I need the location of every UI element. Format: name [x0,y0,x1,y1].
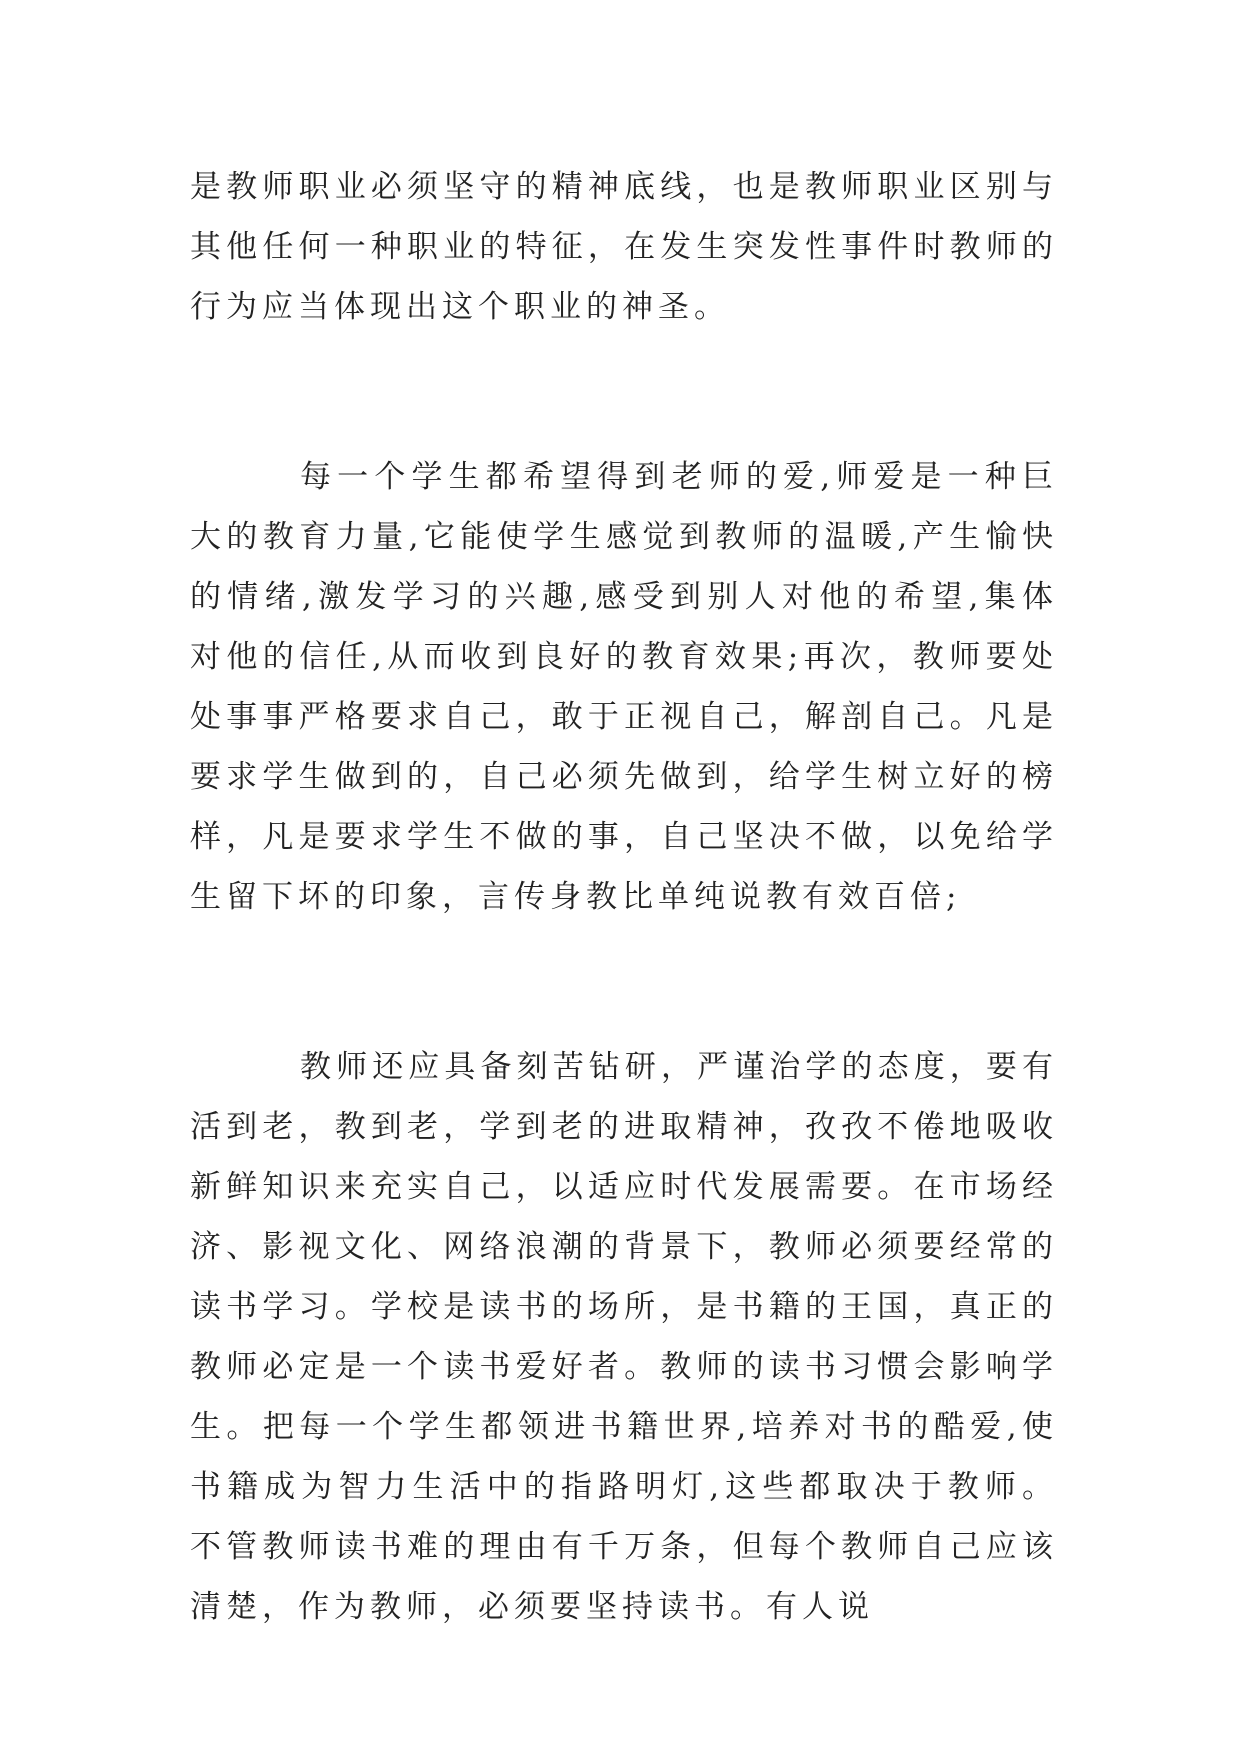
paragraph-continuation: 是教师职业必须坚守的精神底线，也是教师职业区别与其他任何一种职业的特征，在发生突发性事件时教师的行为应当体现出这个职业的神圣。 [190,169,1058,325]
paragraph-teacher-love: 每一个学生都希望得到老师的爱,师爱是一种巨大的教育力量,它能使学生感觉到教师的温暖,产生愉快的情绪,激发学习的兴趣,感受到别人对他的希望,集体对他的信任,从而收到良好的教育效果;再次，教师要处处事事严格要求自己，敢于正视自己，解剖自己。凡是要求学生做到的，自己必须先做到，给学生树立好的榜样，凡是要求学生不做的事，自己坚决不做，以免给学生留下坏的印象，言传身教比单纯说教有效百倍; [190,459,1058,915]
paragraph-teacher-study: 教师还应具备刻苦钻研，严谨治学的态度，要有活到老，教到老，学到老的进取精神，孜孜不倦地吸收新鲜知识来充实自己，以适应时代发展需要。在市场经济、影视文化、网络浪潮的背景下，教师必须要经常的读书学习。学校是读书的场所，是书籍的王国，真正的教师必定是一个读书爱好者。教师的读书习惯会影响学生。把每一个学生都领进书籍世界,培养对书的酷爱,使书籍成为智力生活中的指路明灯,这些都取决于教师。不管教师读书难的理由有千万条，但每个教师自己应该清楚，作为教师，必须要坚持读书。有人说 [190,1049,1058,1625]
